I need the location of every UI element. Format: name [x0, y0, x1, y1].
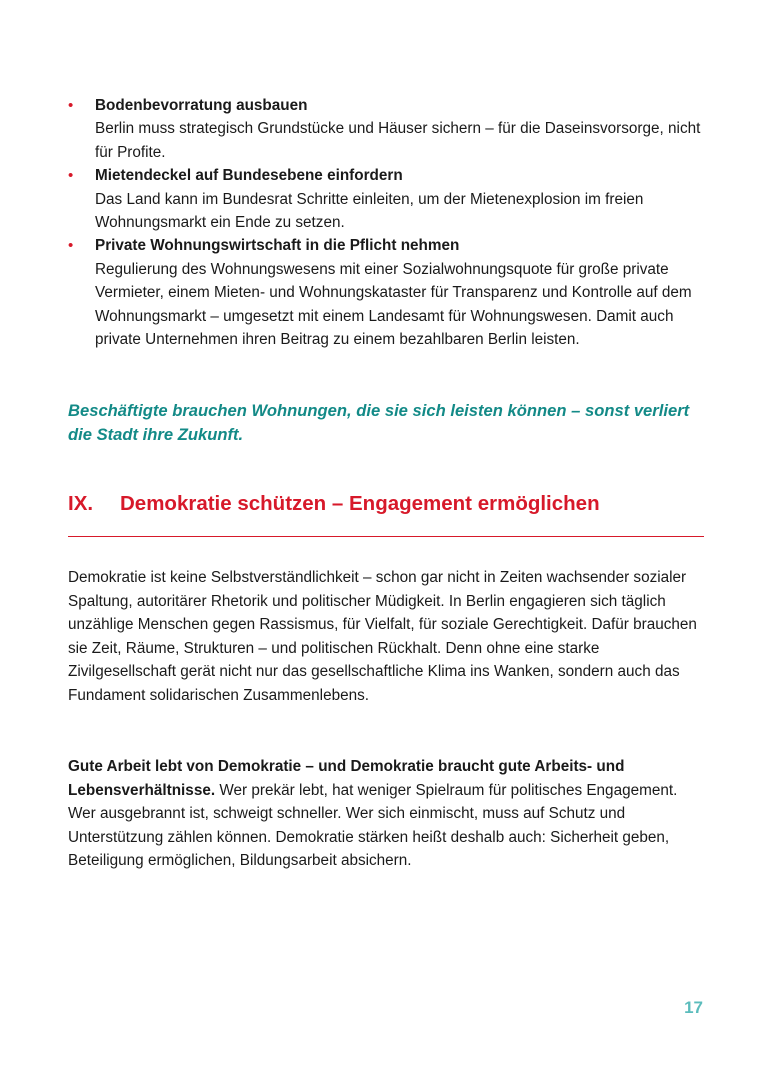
bullet-title: Private Wohnungswirtschaft in die Pflicht nehmen — [95, 237, 460, 255]
paragraph-lead: Gute Arbeit lebt von Demokratie – und Demokratie braucht gute Arbeits- und Lebensverhältnisse. — [68, 758, 625, 799]
bullet-text: Regulierung des Wohnungswesens mit einer Sozialwohnungsquote für große private Vermieter, einem Mieten- und Wohnungskataster für Transparenz und Kontrolle auf dem Wohnungsmarkt – umgesetzt mit einem Landesamt für Wohnungswesen. Damit auch private Unternehmen ihren Beitrag zu einem bezahlbaren Berlin leisten. — [95, 260, 692, 349]
page-number: 17 — [684, 998, 703, 1017]
paragraph-text: Wer prekär lebt, hat weniger Spielraum für politisches Engagement. Wer ausgebrannt ist, schweigt schneller. Wer sich einmischt, muss auf Schutz und Unterstützung zählen können. Demokratie stärken heißt deshalb auch: Sicherheit geben, Beteiligung ermöglichen, Bildungsarbeit absichern. — [68, 781, 678, 869]
section-divider — [68, 536, 704, 537]
bullet-list — [68, 94, 708, 351]
bullet-dot-icon: • — [68, 237, 74, 255]
section-number: IX. — [68, 492, 94, 515]
emphasis-statement: Beschäftigte brauchen Wohnungen, die sie sich leisten können – sonst verliert die Stadt ihre Zukunft. — [68, 401, 690, 444]
bullet-text: Berlin muss strategisch Grundstücke und Häuser sichern – für die Daseinsvorsorge, nicht für Profite. — [95, 120, 701, 161]
bullet-title: Bodenbevorratung ausbauen — [95, 97, 308, 114]
bullet-title: Mietendeckel auf Bundesebene einfordern — [95, 167, 403, 185]
bullet-text: Das Land kann im Bundesrat Schritte einleiten, um der Mietenexplosion im freien Wohnungsmarkt ein Ende zu setzen. — [95, 190, 644, 232]
bullet-item — [68, 234, 708, 351]
body-paragraph — [68, 755, 708, 873]
bullet-dot-icon: • — [68, 97, 74, 114]
bullet-dot-icon: • — [68, 167, 74, 185]
section-title: Demokratie schützen – Engagement ermöglichen — [120, 492, 600, 515]
bullet-item — [68, 94, 708, 164]
bullet-item — [68, 164, 708, 234]
body-paragraph: Demokratie ist keine Selbstverständlichkeit – schon gar nicht in Zeiten wachsender sozialer Spaltung, autoritärer Rhetorik und politischer Müdigkeit. In Berlin engagieren sich täglich unzählige Menschen gegen Rassismus, für Vielfalt, für soziale Gerechtigkeit. Dafür brauchen sie Zeit, Räume, Strukturen – und politischen Rückhalt. Denn ohne eine starke Zivilgesellschaft gerät nicht nur das gesellschaftliche Klima ins Wanken, sondern auch das Fundament solidarischen Zusammenlebens. — [68, 569, 697, 704]
section-heading — [68, 489, 708, 519]
